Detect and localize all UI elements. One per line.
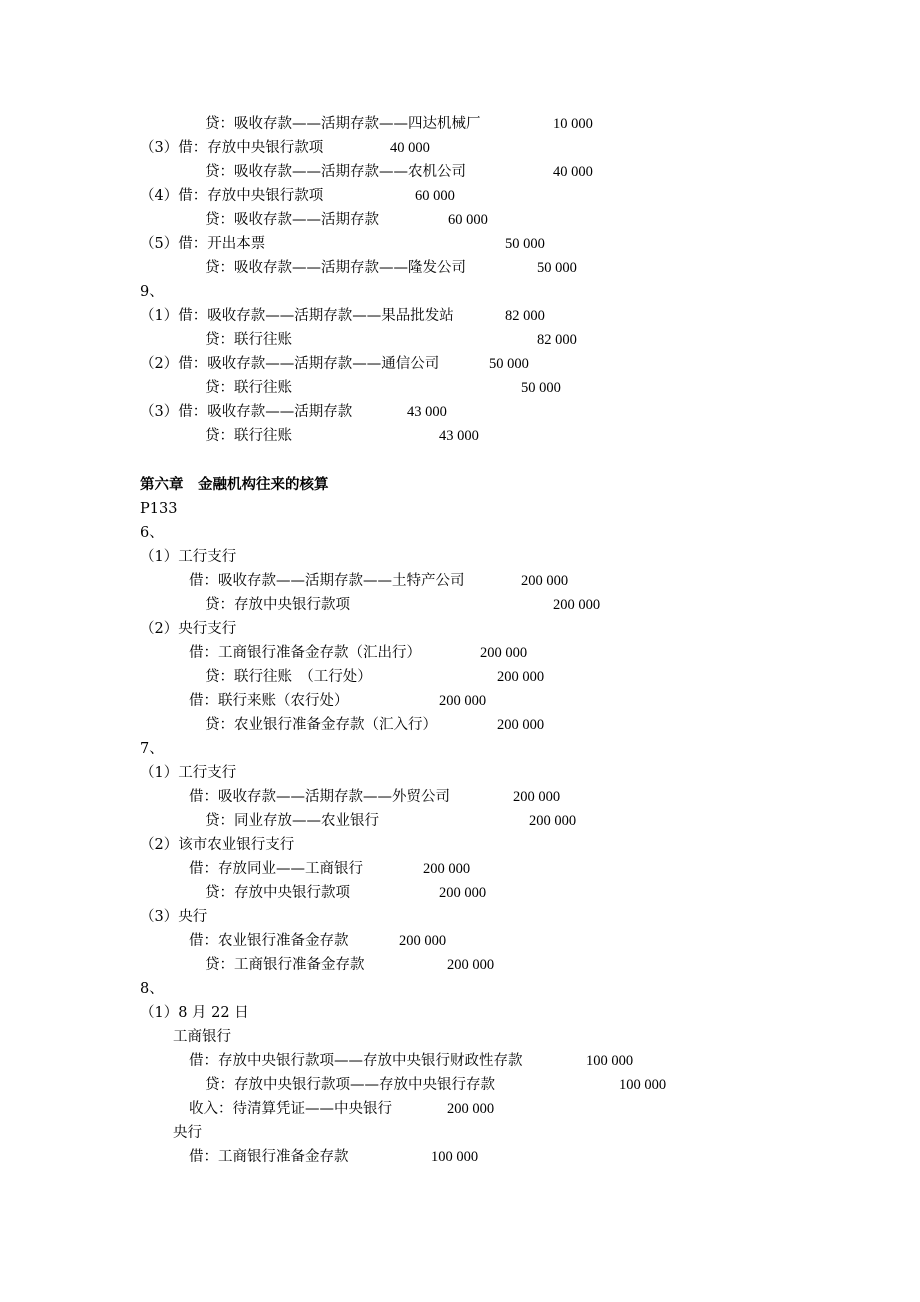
- entry-amount: 200 000: [553, 597, 601, 613]
- entry-line: 收入：待清算凭证——中央银行: [189, 1101, 392, 1117]
- entry-amount: 50 000: [505, 236, 545, 252]
- entry-line: （3）借：存放中央银行款项: [140, 140, 324, 156]
- subsection-heading: （1）8 月 22 日: [140, 1005, 249, 1021]
- subsection-heading: （2）央行支行: [140, 621, 237, 637]
- entry-line: 贷：吸收存款——活期存款: [205, 212, 379, 228]
- section-number: 8、: [140, 981, 164, 997]
- entry-amount: 200 000: [399, 933, 447, 949]
- entry-amount: 200 000: [480, 645, 528, 661]
- subsection-heading: 央行: [173, 1125, 202, 1141]
- entry-amount: 200 000: [513, 789, 561, 805]
- entry-line: 借：工商银行准备金存款: [189, 1149, 349, 1165]
- entry-line: （1）借：吸收存款——活期存款——果品批发站: [140, 308, 454, 324]
- entry-line: 贷：联行往账: [205, 332, 292, 348]
- entry-amount: 200 000: [439, 885, 487, 901]
- section-number: 7、: [140, 741, 164, 757]
- subsection-heading: （2）该市农业银行支行: [140, 837, 295, 853]
- chapter-title: 第六章 金融机构往来的核算: [140, 476, 329, 493]
- entry-line: 贷：联行往账: [205, 380, 292, 396]
- entry-amount: 50 000: [521, 380, 561, 396]
- entry-line: 借：联行来账（农行处）: [189, 693, 349, 709]
- entry-amount: 200 000: [521, 573, 569, 589]
- page-reference: P133: [140, 501, 178, 517]
- entry-line: 贷：存放中央银行款项——存放中央银行存款: [205, 1077, 495, 1093]
- subsection-heading: 工商银行: [173, 1029, 231, 1045]
- entry-line: 借：存放中央银行款项——存放中央银行财政性存款: [189, 1053, 523, 1069]
- entry-line: （4）借：存放中央银行款项: [140, 188, 324, 204]
- entry-amount: 50 000: [537, 260, 577, 276]
- entry-line: 借：工商银行准备金存款（汇出行）: [189, 645, 421, 661]
- entry-line: 贷：存放中央银行款项: [205, 885, 350, 901]
- subsection-heading: （3）央行: [140, 909, 208, 925]
- entry-amount: 40 000: [553, 164, 593, 180]
- entry-amount: 200 000: [497, 717, 545, 733]
- entry-amount: 200 000: [439, 693, 487, 709]
- section-number: 9、: [140, 284, 164, 300]
- entry-amount: 60 000: [448, 212, 488, 228]
- entry-amount: 100 000: [431, 1149, 479, 1165]
- entry-amount: 50 000: [489, 356, 529, 372]
- entry-amount: 43 000: [439, 428, 479, 444]
- subsection-heading: （1）工行支行: [140, 765, 237, 781]
- entry-line: 贷：工商银行准备金存款: [205, 957, 365, 973]
- entry-amount: 200 000: [529, 813, 577, 829]
- entry-line: （3）借：吸收存款——活期存款: [140, 404, 353, 420]
- entry-amount: 200 000: [447, 957, 495, 973]
- entry-line: 借：吸收存款——活期存款——土特产公司: [189, 573, 465, 589]
- entry-amount: 82 000: [537, 332, 577, 348]
- entry-amount: 43 000: [407, 404, 447, 420]
- entry-line: （2）借：吸收存款——活期存款——通信公司: [140, 356, 440, 372]
- entry-amount: 200 000: [497, 669, 545, 685]
- entry-amount: 10 000: [553, 116, 593, 132]
- entry-amount: 82 000: [505, 308, 545, 324]
- entry-amount: 200 000: [447, 1101, 495, 1117]
- subsection-heading: （1）工行支行: [140, 549, 237, 565]
- entry-line: 贷：联行往账 （工行处）: [205, 669, 372, 685]
- entry-amount: 100 000: [619, 1077, 667, 1093]
- entry-line: 贷：农业银行准备金存款（汇入行）: [205, 717, 437, 733]
- entry-line: 贷：联行往账: [205, 428, 292, 444]
- entry-line: 借：存放同业——工商银行: [189, 861, 363, 877]
- entry-line: 贷：吸收存款——活期存款——农机公司: [205, 164, 466, 180]
- entry-line: 贷：存放中央银行款项: [205, 597, 350, 613]
- entry-line: 贷：吸收存款——活期存款——隆发公司: [205, 260, 466, 276]
- entry-line: 借：农业银行准备金存款: [189, 933, 349, 949]
- entry-line: 贷：同业存放——农业银行: [205, 813, 379, 829]
- entry-amount: 60 000: [415, 188, 455, 204]
- entry-line: 贷：吸收存款——活期存款——四达机械厂: [205, 116, 481, 132]
- entry-amount: 200 000: [423, 861, 471, 877]
- entry-line: （5）借：开出本票: [140, 236, 266, 252]
- entry-amount: 100 000: [586, 1053, 634, 1069]
- entry-amount: 40 000: [390, 140, 430, 156]
- section-number: 6、: [140, 525, 164, 541]
- entry-line: 借：吸收存款——活期存款——外贸公司: [189, 789, 450, 805]
